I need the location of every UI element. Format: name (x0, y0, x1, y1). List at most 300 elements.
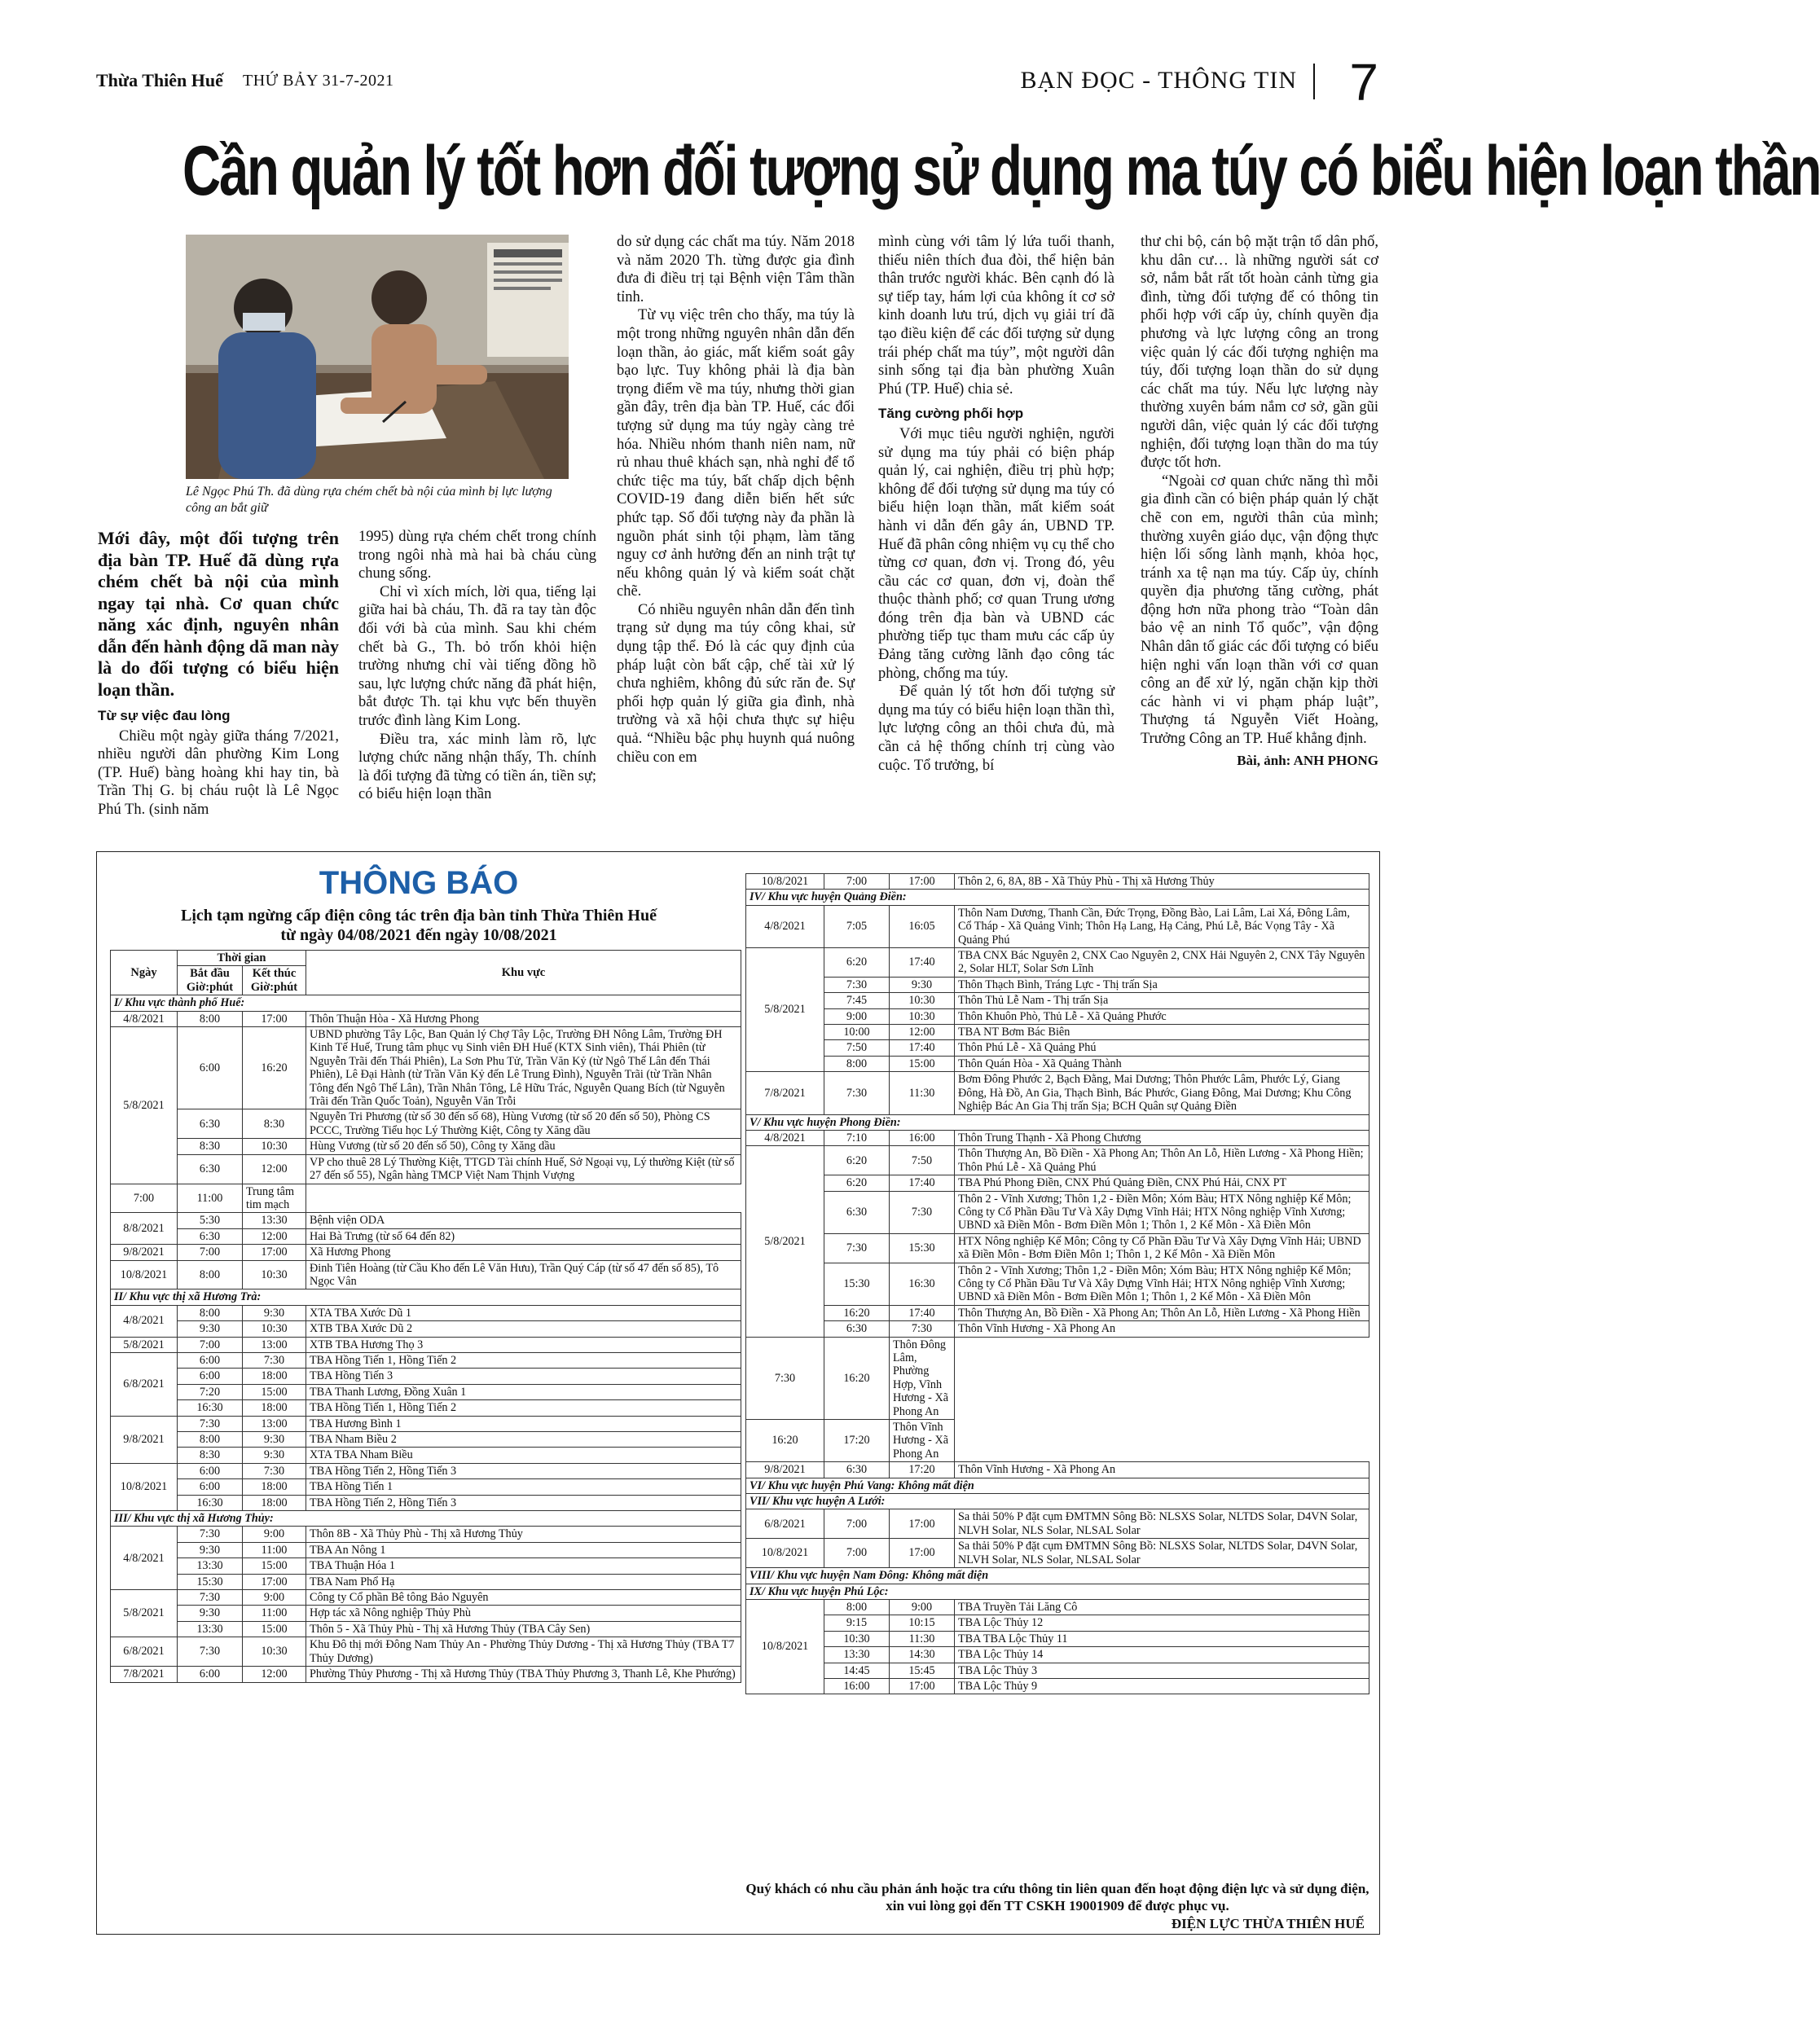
article-paragraph: thư chi bộ, cán bộ mặt trận tổ dân phố, khu dân cư… là những người sát cơ sở, nắm bắt rất tốt hoàn cảnh từng gia đình, từng đối tượng để có thông tin phối hợp với cấp ủy, chính quyền địa phương và lực lượng công an trong việc quản lý các đối tượng nghiện ma túy, đối tượng loạn thần do sử dụng các chất ma túy. Nếu lực lượng này thường xuyên bám nắm cơ sở, gần gũi người dân, việc quản lý các đối tượng nghiện, đối tượng loạn thần do ma túy được tốt hơn. (1141, 234, 1378, 472)
cell-area: Thôn 5 - Xã Thủy Phù - Thị xã Hương Thủy (TBA Cây Sen) (306, 1621, 741, 1637)
table-row (111, 1637, 741, 1667)
cell-start-time: 7:00 (824, 1539, 890, 1568)
cell-area: Thôn 2 - Vĩnh Xương; Thôn 1,2 - Điền Môn; Xóm Bàu; HTX Nông nghiệp Kế Môn; Công ty Cổ Phần Đầu Tư Và Xây Dựng Vĩnh Hải; HTX Nông nghiệp Vĩnh Xương; UBND xã Điền Môn - Bơm Điền Môn 1; Thôn 1, 2 Kế Môn - Xã Điền Môn (955, 1191, 1369, 1233)
header-start: Bắt đầu Giờ:phút (178, 966, 243, 995)
cell-end-time: 17:40 (890, 1040, 955, 1056)
cell-end-time: 11:00 (243, 1606, 306, 1621)
cell-start-time: 8:00 (178, 1305, 243, 1320)
cell-area: Trung tâm tim mạch (243, 1184, 306, 1213)
cell-date: 4/8/2021 (111, 1305, 178, 1337)
cell-area: Sa thải 50% P đặt cụm ĐMTMN Sông Bồ: NLSXS Solar, NLTDS Solar, D4VN Solar, NLVH Solar, NLS Solar, NLSAL Solar (955, 1539, 1369, 1568)
cell-end-time: 18:00 (243, 1369, 306, 1384)
table-row (111, 1400, 741, 1416)
cell-area: Xã Hương Phong (306, 1245, 741, 1260)
cell-start-time: 6:00 (178, 1479, 243, 1495)
cell-area: Thôn 2, 6, 8A, 8B - Xã Thủy Phù - Thị xã Hương Thủy (955, 874, 1369, 890)
cell-area: XTA TBA Xước Dũ 1 (306, 1305, 741, 1320)
cell-date: 5/8/2021 (746, 948, 824, 1072)
table-row (111, 1463, 741, 1478)
cell-start-time: 13:30 (178, 1621, 243, 1637)
cell-end-time: 17:00 (890, 874, 955, 890)
table-row (111, 1495, 741, 1510)
table-row (111, 1260, 741, 1289)
table-row (746, 1631, 1369, 1646)
cell-end-time: 9:30 (890, 977, 955, 992)
table-row (111, 1321, 741, 1337)
cell-end-time: 10:30 (890, 993, 955, 1008)
region-name: V/ Khu vực huyện Phong Điền: (746, 1114, 1369, 1130)
cell-end-time: 17:20 (824, 1420, 890, 1462)
article-byline: Bài, ảnh: ANH PHONG (1237, 752, 1378, 768)
cell-end-time: 10:30 (890, 1008, 955, 1024)
cell-end-time: 17:00 (890, 1509, 955, 1539)
table-row (111, 1109, 741, 1139)
table-row (746, 905, 1369, 947)
table-row (111, 1305, 741, 1320)
cell-area: TBA Hồng Tiến 3 (306, 1369, 741, 1384)
cell-end-time: 9:00 (243, 1527, 306, 1542)
table-row (746, 1615, 1369, 1631)
cell-start-time: 16:00 (824, 1678, 890, 1694)
cell-area: UBND phường Tây Lộc, Ban Quản lý Chợ Tây Lộc, Trường ĐH Nông Lâm, Trường ĐH Kinh Tế Huế, Trung tâm phục vụ Sinh viên ĐH Huế (KTX Sinh viên), Thái Phiên (từ Nguyễn Trãi đến Thái Phiên), La Sơn Phu Tử, Trần Văn Kỷ (từ Ngô Thế Lân đến Thái Phiên), Lê Đại Hành (từ Trần Văn Kỷ đến Lê Trung Đình), Nguyễn Trãi (từ Trần Nhân Tông đến Ngô Thế Lân), Trần Nhân Tông, Lê Hữu Trác, Nguyễn Quang Bích (từ Nguyễn Trãi đến Trần Quốc Toản), Nguyễn Văn Trỗi (306, 1027, 741, 1109)
cell-area: TBA Lộc Thủy 3 (955, 1663, 1369, 1678)
article-photo (186, 235, 569, 479)
cell-start-time: 6:30 (824, 1321, 890, 1337)
cell-end-time: 9:00 (890, 1599, 955, 1615)
table-row (111, 1432, 741, 1448)
cell-start-time: 8:00 (178, 1260, 243, 1289)
notice-subtitle-line-1: Lịch tạm ngừng cấp điện công tác trên địa bàn tỉnh Thừa Thiên Huế (181, 907, 657, 925)
region-name: VI/ Khu vực huyện Phú Vang: Không mất điện (746, 1478, 1369, 1493)
table-row (111, 1352, 741, 1368)
cell-date: 10/8/2021 (111, 1260, 178, 1289)
article-column-4 (878, 233, 1114, 775)
schedule-rows-right (746, 874, 1369, 1694)
section-title: BẠN ĐỌC - THÔNG TIN (1020, 67, 1297, 94)
cell-area: Thôn Khuôn Phò, Thủ Lễ - Xã Quảng Phước (955, 1008, 1369, 1024)
cell-area: TBA Hồng Tiến 1 (306, 1479, 741, 1495)
article-paragraph: mình cùng với tâm lý lứa tuổi thanh, thiếu niên thích đua đòi, thể hiện bản thân trước người khác. Bên cạnh đó là sự tiếp tay, hám lợi của không ít cơ sở kinh doanh lưu trú, dịch vụ giải trí đã tạo điều kiện để các đối tượng sử dụng trái phép chất ma túy”, một người dân sinh sống tại địa bàn phường Xuân Phú (TP. Huế) chia sẻ. (878, 234, 1114, 398)
cell-start-time: 6:30 (178, 1228, 243, 1244)
cell-date: 4/8/2021 (111, 1527, 178, 1590)
cell-start-time: 7:30 (178, 1527, 243, 1542)
cell-area: Thôn Vĩnh Hương - Xã Phong An (955, 1321, 1369, 1337)
article-paragraph: Với mục tiêu người nghiện, người sử dụng ma túy phải có biện pháp quản lý, cai nghiện, điều trị phù hợp; không để đối tượng sử dụng ma túy có biểu hiện loạn thần, mất kiểm soát hành vi dẫn đến gây án, UBND TP. Huế đã phân công nhiệm vụ cụ thể cho từng cơ quan, đơn vị. Trong đó, yêu cầu các cơ quan, đơn vị, đoàn thể thuộc thành phố; cơ quan Trung ương đóng trên địa bàn và UBND các phường tiếp tục tham mưu các cấp ủy Đảng tăng cường lãnh đạo công tác phòng, chống ma túy. (878, 425, 1114, 682)
cell-end-time: 11:30 (890, 1072, 955, 1114)
cell-end-time: 15:00 (243, 1384, 306, 1399)
cell-end-time: 18:00 (243, 1400, 306, 1416)
cell-date: 5/8/2021 (746, 1146, 824, 1337)
cell-area: TBA Thanh Lương, Đồng Xuân 1 (306, 1384, 741, 1399)
cell-start-time: 8:00 (178, 1011, 243, 1026)
table-row (746, 1599, 1369, 1615)
cell-area: TBA Lộc Thủy 9 (955, 1678, 1369, 1694)
cell-end-time: 7:30 (243, 1352, 306, 1368)
cell-date: 4/8/2021 (746, 1130, 824, 1145)
cell-date: 5/8/2021 (111, 1590, 178, 1637)
cell-area: Thôn Thượng An, Bồ Điền - Xã Phong An; Thôn An Lỗ, Hiền Lương - Xã Phong Hiền; Thôn Phú Lễ - Xã Quảng Phú (955, 1146, 1369, 1175)
cell-start-time: 16:20 (824, 1305, 890, 1320)
cell-area: Thôn 2 - Vĩnh Xương; Thôn 1,2 - Điền Môn; Xóm Bàu; HTX Nông nghiệp Kế Môn; Công ty Cổ Phần Đầu Tư Và Xây Dựng Vĩnh Hải; HTX Nông nghiệp Vĩnh Xương; UBND xã Điền Môn - Bơm Điền Môn 1; Thôn 1, 2 Kế Môn - Xã Điền Môn (955, 1263, 1369, 1305)
cell-end-time: 17:00 (243, 1245, 306, 1260)
table-row (111, 1139, 741, 1154)
cell-start-time: 6:00 (178, 1352, 243, 1368)
cell-start-time: 15:30 (178, 1574, 243, 1589)
cell-date: 7/8/2021 (746, 1072, 824, 1114)
cell-date: 4/8/2021 (746, 905, 824, 947)
cell-area: TBA Hồng Tiến 1, Hồng Tiến 2 (306, 1400, 741, 1416)
cell-end-time: 18:00 (243, 1495, 306, 1510)
notice-signature: ĐIỆN LỰC THỪA THIÊN HUẾ (1171, 1916, 1365, 1931)
cell-area: TBA Hồng Tiến 1, Hồng Tiến 2 (306, 1352, 741, 1368)
cell-start-time: 7:00 (824, 1509, 890, 1539)
table-row (111, 1448, 741, 1463)
article-paragraph: do sử dụng các chất ma túy. Năm 2018 và năm 2020 Th. từng được gia đình đưa đi điều trị tại Bệnh viện Tâm thần tỉnh. (617, 234, 855, 305)
cell-area: Thôn Thủ Lễ Nam - Thị trấn Sịa (955, 993, 1369, 1008)
notice-title: THÔNG BÁO (319, 865, 519, 901)
cell-end-time: 10:15 (890, 1615, 955, 1631)
cell-end-time: 10:30 (243, 1637, 306, 1667)
header-end: Kết thúc Giờ:phút (243, 966, 306, 995)
cell-start-time: 9:15 (824, 1615, 890, 1631)
region-name: II/ Khu vực thị xã Hương Trà: (111, 1289, 741, 1305)
article-column-3 (617, 233, 855, 767)
cell-start-time: 7:30 (178, 1416, 243, 1431)
cell-end-time: 11:30 (890, 1631, 955, 1646)
cell-area: Sa thải 50% P đặt cụm ĐMTMN Sông Bồ: NLSXS Solar, NLTDS Solar, D4VN Solar, NLVH Solar, NLS Solar, NLSAL Solar (955, 1509, 1369, 1539)
notice-footer: Quý khách có nhu cầu phản ánh hoặc tra cứu thông tin liên quan đến hoạt động điện lực và sử dụng điện, xin vui lòng gọi đến TT CSKH 19001909 để được phục vụ. (745, 1881, 1369, 1913)
cell-end-time: 17:40 (890, 1175, 955, 1191)
article-paragraph: Có nhiều nguyên nhân dẫn đến tình trạng sử dụng ma túy công khai, sử dụng tập thể. Đó là các quy định của pháp luật còn bất cập, chế tài xử lý chưa nghiêm, không đủ sức răn đe. Sự phối hợp quản lý giữa gia đình, nhà trường và xã hội chưa thực sự hiệu quả. “Nhiều bậc phụ huynh quá nuông chiều con em (617, 601, 855, 766)
cell-area: Thôn Nam Dương, Thanh Cần, Đức Trọng, Đồng Bào, Lai Lâm, Lai Xá, Đông Lâm, Cổ Tháp - Xã Quảng Vinh; Thôn Hạ Lang, Hạ Cảng, Phú Lễ, Bác Vọng Tây - Xã Quảng Phú (955, 905, 1369, 947)
cell-area: HTX Nông nghiệp Kế Môn; Công ty Cổ Phần Đầu Tư Và Xây Dựng Vĩnh Hải; UBND xã Điền Môn - Bơm Điền Môn 1; Thôn 1, 2 Kế Môn - Xã Điền Môn (955, 1233, 1369, 1263)
notice-subtitle-line-2: từ ngày 04/08/2021 đến ngày 10/08/2021 (280, 926, 557, 944)
table-row (746, 1146, 1369, 1175)
cell-start-time: 7:30 (746, 1337, 824, 1419)
cell-start-time: 7:00 (178, 1337, 243, 1352)
article-column-2 (358, 528, 596, 804)
cell-start-time: 6:00 (178, 1463, 243, 1478)
cell-area: TBA Lộc Thủy 12 (955, 1615, 1369, 1631)
cell-start-time: 9:00 (824, 1008, 890, 1024)
cell-area: VP cho thuê 28 Lý Thường Kiệt, TTGD Tài chính Huế, Sở Ngoại vụ, Lý thường Kiệt (từ số 27 đến số 55), Ngân hàng TMCP Việt Nam Thịnh Vượng (306, 1154, 741, 1184)
cell-start-time: 16:30 (178, 1400, 243, 1416)
header-day: Ngày (111, 951, 178, 995)
table-row (746, 1509, 1369, 1539)
table-row (111, 1213, 741, 1228)
cell-start-time: 7:30 (824, 977, 890, 992)
subheading-2: Tăng cường phối hợp (878, 406, 1024, 422)
table-row (111, 1606, 741, 1621)
cell-date: 6/8/2021 (746, 1509, 824, 1539)
cell-area: Nguyễn Tri Phương (từ số 30 đến số 68), Hùng Vương (từ số 20 đến số 50), Phòng CS PCCC, Trường Tiểu học Lý Thường Kiệt, Công ty Xăng dầu (306, 1109, 741, 1139)
cell-end-time: 14:30 (890, 1647, 955, 1663)
cell-area: Phường Thủy Phương - Thị xã Hương Thủy (TBA Thủy Phương 3, Thanh Lê, Khe Phướng) (306, 1667, 741, 1682)
cell-start-time: 9:30 (178, 1321, 243, 1337)
cell-area: Bơm Đông Phước 2, Bạch Đằng, Mai Dương; Thôn Phước Lâm, Phước Lý, Giang Đông, Hà Đồ, An Gia, Thạch Bình, Bác Phước, Giang Đông, Mai Dương; Khu Công Nghiệp Bác An Gia Thị trấn Sịa; BCH Quân sự Quảng Điền (955, 1072, 1369, 1114)
table-row (746, 1647, 1369, 1663)
cell-area: Thôn Đông Lâm, Phường Hợp, Vĩnh Hương - Xã Phong An (890, 1337, 955, 1419)
cell-end-time: 10:30 (243, 1139, 306, 1154)
cell-area: TBA Nham Biều 2 (306, 1432, 741, 1448)
region-header-row (111, 1289, 741, 1305)
cell-end-time: 12:00 (243, 1667, 306, 1682)
table-row (746, 1040, 1369, 1056)
article-paragraph: Từ vụ việc trên cho thấy, ma túy là một trong những nguyên nhân dẫn đến loạn thần, ảo giác, mất kiểm soát gây bạo lực. Tuy không phải là địa bàn trọng điểm về ma túy, nhưng thời gian gần đây, trên địa bàn TP. Huế, các đối tượng sử dụng ma túy ngày càng trẻ hóa. Nhiều nhóm thanh niên nam, nữ rủ nhau thuê khách sạn, nhà nghỉ để tổ chức tiệc ma túy, bất chấp dịch bệnh COVID-19 đang diễn biến hết sức phức tạp. Số đối tượng này đa phần là nguồn phát sinh tội phạm, làm tăng nguy cơ ảnh hưởng đến an ninh trật tự nếu không quản lý và kiểm soát chặt chẽ. (617, 307, 855, 600)
table-row (746, 993, 1369, 1008)
cell-end-time: 17:40 (890, 948, 955, 978)
cell-start-time: 8:00 (824, 1056, 890, 1071)
table-row (746, 1191, 1369, 1233)
cell-date: 4/8/2021 (111, 1011, 178, 1026)
masthead-divider (1313, 64, 1315, 99)
cell-area: TBA NT Bơm Bác Biên (955, 1025, 1369, 1040)
article-paragraph: Điều tra, xác minh làm rõ, lực lượng chức năng nhận thấy, Th. chính là đối tượng đã từng có tiền án, tiền sự; có biểu hiện loạn thần (358, 731, 596, 803)
table-row (746, 1008, 1369, 1024)
subheading-1: Từ sự việc đau lòng (98, 708, 231, 723)
cell-start-time: 7:45 (824, 993, 890, 1008)
cell-end-time: 15:00 (243, 1621, 306, 1637)
cell-area: TBA Hương Bình 1 (306, 1416, 741, 1431)
schedule-rows-left (111, 995, 741, 1682)
cell-start-time: 9:30 (178, 1606, 243, 1621)
table-row (111, 1027, 741, 1109)
region-header-row (746, 1568, 1369, 1584)
cell-end-time: 12:00 (243, 1228, 306, 1244)
cell-area: XTB TBA Xước Dũ 2 (306, 1321, 741, 1337)
cell-end-time: 7:30 (890, 1191, 955, 1233)
cell-start-time: 10:00 (824, 1025, 890, 1040)
cell-area: Thôn Thạch Bình, Tráng Lực - Thị trấn Sịa (955, 977, 1369, 992)
police-arrest-photo (186, 235, 569, 479)
article-column-5 (1141, 233, 1378, 770)
table-row (746, 1678, 1369, 1694)
cell-end-time: 10:30 (243, 1321, 306, 1337)
region-name: IX/ Khu vực huyện Phú Lộc: (746, 1584, 1369, 1599)
table-row (746, 1175, 1369, 1191)
region-header-row (111, 995, 741, 1011)
cell-date: 10/8/2021 (746, 874, 824, 890)
cell-date: 8/8/2021 (111, 1213, 178, 1245)
cell-end-time: 17:00 (890, 1539, 955, 1568)
cell-area: Thôn Vĩnh Hương - Xã Phong An (890, 1420, 955, 1462)
cell-area: TBA TBA Lộc Thủy 11 (955, 1631, 1369, 1646)
cell-start-time: 6:00 (178, 1027, 243, 1109)
cell-area: XTA TBA Nham Biều (306, 1448, 741, 1463)
cell-area: Thôn 8B - Xã Thủy Phù - Thị xã Hương Thủy (306, 1527, 741, 1542)
table-row (746, 1321, 1369, 1337)
cell-end-time: 17:00 (243, 1011, 306, 1026)
cell-end-time: 16:20 (243, 1027, 306, 1109)
cell-start-time: 16:20 (746, 1420, 824, 1462)
cell-start-time: 7:30 (824, 1072, 890, 1114)
cell-area: TBA An Nông 1 (306, 1542, 741, 1557)
cell-area: Công ty Cổ phần Bê tông Bảo Nguyên (306, 1590, 741, 1606)
cell-date: 6/8/2021 (111, 1352, 178, 1416)
cell-date: 10/8/2021 (111, 1463, 178, 1510)
cell-date: 9/8/2021 (746, 1462, 824, 1478)
cell-end-time: 12:00 (243, 1154, 306, 1184)
cell-start-time: 10:30 (824, 1631, 890, 1646)
cell-start-time: 8:00 (178, 1432, 243, 1448)
region-header-row (746, 1114, 1369, 1130)
cell-date: 10/8/2021 (746, 1599, 824, 1694)
table-row (111, 1590, 741, 1606)
cell-start-time: 6:30 (824, 1191, 890, 1233)
cell-area: Thôn Thuận Hòa - Xã Hương Phong (306, 1011, 741, 1026)
article-lead: Mới đây, một đối tượng trên địa bàn TP. Huế đã dùng rựa chém chết bà nội của mình ngay tại nhà. Cơ quan chức năng xác định, nguyên nhân dẫn đến hành động dã man này là do đối tượng có biểu hiện loạn thần. (98, 528, 339, 700)
table-row (746, 1305, 1369, 1320)
cell-start-time: 7:30 (178, 1590, 243, 1606)
cell-area: Thôn Phú Lễ - Xã Quảng Phú (955, 1040, 1369, 1056)
cell-area: TBA Lộc Thủy 14 (955, 1647, 1369, 1663)
cell-start-time: 6:30 (824, 1462, 890, 1478)
table-row (111, 1542, 741, 1557)
table-row (111, 1011, 741, 1026)
cell-date: 10/8/2021 (746, 1539, 824, 1568)
table-row (746, 1337, 1369, 1419)
cell-date: 7/8/2021 (111, 1667, 178, 1682)
header-area: Khu vực (306, 951, 741, 995)
cell-area: Bệnh viện ODA (306, 1213, 741, 1228)
region-header-row (746, 890, 1369, 905)
cell-start-time: 14:45 (824, 1663, 890, 1678)
cell-start-time: 7:30 (824, 1233, 890, 1263)
table-row (746, 977, 1369, 992)
cell-start-time: 6:30 (178, 1154, 243, 1184)
cell-end-time: 17:20 (890, 1462, 955, 1478)
cell-end-time: 16:05 (890, 905, 955, 947)
power-outage-notice (96, 851, 1380, 1935)
cell-end-time: 15:00 (890, 1056, 955, 1071)
cell-start-time: 8:30 (178, 1448, 243, 1463)
cell-date: 5/8/2021 (111, 1337, 178, 1352)
article-paragraph: Chiều một ngày giữa tháng 7/2021, nhiều người dân phường Kim Long (TP. Huế) bàng hoàng khi hay tin, bà Trần Thị G. bị cháu ruột là Lê Ngọc Phú Th. (sinh năm (98, 727, 339, 818)
cell-area: TBA Nam Phổ Hạ (306, 1574, 741, 1589)
table-row (746, 1539, 1369, 1568)
cell-start-time: 13:30 (178, 1558, 243, 1574)
notice-subtitle (97, 906, 741, 945)
cell-start-time: 7:30 (178, 1637, 243, 1667)
table-row (746, 948, 1369, 978)
cell-end-time: 17:00 (890, 1678, 955, 1694)
cell-start-time: 8:00 (824, 1599, 890, 1615)
table-row (746, 1663, 1369, 1678)
table-row (746, 1130, 1369, 1145)
cell-start-time: 5:30 (178, 1213, 243, 1228)
cell-end-time: 16:00 (890, 1130, 955, 1145)
cell-start-time: 15:30 (824, 1263, 890, 1305)
cell-start-time: 6:20 (824, 948, 890, 978)
table-row (111, 1154, 741, 1184)
cell-area: Thôn Vĩnh Hương - Xã Phong An (955, 1462, 1369, 1478)
cell-area: TBA Truyền Tải Lăng Cô (955, 1599, 1369, 1615)
cell-end-time: 8:30 (243, 1109, 306, 1139)
cell-end-time: 11:00 (243, 1542, 306, 1557)
table-row (746, 1420, 1369, 1462)
table-row (746, 1263, 1369, 1305)
schedule-table-right (745, 873, 1369, 1694)
table-row (746, 1025, 1369, 1040)
region-name: IV/ Khu vực huyện Quảng Điền: (746, 890, 1369, 905)
region-header-row (111, 1511, 741, 1527)
cell-end-time: 15:30 (890, 1233, 955, 1263)
table-row (111, 1337, 741, 1352)
table-row (746, 874, 1369, 890)
cell-area: TBA Hồng Tiến 2, Hồng Tiến 3 (306, 1495, 741, 1510)
cell-start-time: 8:30 (178, 1139, 243, 1154)
cell-start-time: 6:30 (178, 1109, 243, 1139)
page-number: 7 (1349, 53, 1378, 112)
cell-end-time: 13:00 (243, 1337, 306, 1352)
cell-start-time: 9:30 (178, 1542, 243, 1557)
cell-end-time: 15:45 (890, 1663, 955, 1678)
region-header-row (746, 1584, 1369, 1599)
cell-start-time: 6:20 (824, 1146, 890, 1175)
cell-date: 9/8/2021 (111, 1245, 178, 1260)
table-row (746, 1233, 1369, 1263)
paper-name: Thừa Thiên Huế (96, 70, 223, 90)
issue-date: THỨ BẢY 31-7-2021 (243, 72, 394, 90)
region-header-row (746, 1494, 1369, 1509)
article-paragraph: “Ngoài cơ quan chức năng thì mỗi gia đình cần có biện pháp quản lý chặt chẽ con em, người thân của mình; thường xuyên giáo dục, vận động thực hiện lối sống lành mạnh, khỏa học, tránh xa tệ nạn ma túy. Cấp ủy, chính quyền địa phương tăng cường, phát động hơn nữa phong trào “Toàn dân bảo vệ an ninh Tổ quốc”, vận động Nhân dân tố giác các đối tượng có biểu hiện nghi vấn loạn thần với cơ quan công an để xử lý, ngăn chặn kịp thời các hành vi vi phạm pháp luật”, Thượng tá Nguyễn Viết Hoàng, Trưởng Công an TP. Huế khẳng định. (1141, 472, 1378, 748)
cell-start-time: 6:20 (824, 1175, 890, 1191)
cell-area: Thôn Quán Hòa - Xã Quảng Thành (955, 1056, 1369, 1071)
cell-end-time: 12:00 (890, 1025, 955, 1040)
cell-end-time: 17:00 (243, 1574, 306, 1589)
table-row (111, 1184, 741, 1213)
cell-start-time: 13:30 (824, 1647, 890, 1663)
cell-end-time: 16:30 (890, 1263, 955, 1305)
region-name: VIII/ Khu vực huyện Nam Đông: Không mất điện (746, 1568, 1369, 1584)
cell-area: Thôn Thượng An, Bồ Điền - Xã Phong An; Thôn An Lỗ, Hiền Lương - Xã Phong Hiền (955, 1305, 1369, 1320)
cell-area: Thôn Trung Thạnh - Xã Phong Chương (955, 1130, 1369, 1145)
cell-end-time: 11:00 (178, 1184, 243, 1213)
cell-start-time: 7:50 (824, 1040, 890, 1056)
table-row (111, 1479, 741, 1495)
region-name: VII/ Khu vực huyện A Lưới: (746, 1494, 1369, 1509)
table-row (111, 1228, 741, 1244)
cell-area: Đinh Tiên Hoàng (từ Cầu Kho đến Lê Văn Hưu), Trần Quý Cáp (từ số 47 đến số 85), Tô Ngọc Vân (306, 1260, 741, 1289)
cell-area: Hợp tác xã Nông nghiệp Thủy Phù (306, 1606, 741, 1621)
cell-end-time: 18:00 (243, 1479, 306, 1495)
table-row (746, 1462, 1369, 1478)
cell-area: XTB TBA Hương Thọ 3 (306, 1337, 741, 1352)
cell-start-time: 6:00 (178, 1369, 243, 1384)
cell-start-time: 7:00 (824, 874, 890, 890)
cell-end-time: 7:30 (243, 1463, 306, 1478)
cell-start-time: 6:00 (178, 1667, 243, 1682)
cell-end-time: 9:00 (243, 1590, 306, 1606)
table-row (111, 1574, 741, 1589)
table-row (111, 1384, 741, 1399)
region-name: I/ Khu vực thành phố Huế: (111, 995, 741, 1011)
cell-end-time: 7:50 (890, 1146, 955, 1175)
cell-area: TBA Phú Phong Điền, CNX Phú Quảng Điền, CNX Phú Hải, CNX PT (955, 1175, 1369, 1191)
cell-start-time: 7:05 (824, 905, 890, 947)
cell-area: Khu Đô thị mới Đông Nam Thủy An - Phường Thủy Dương - Thị xã Hương Thủy (TBA T7 Thủy Dương) (306, 1637, 741, 1667)
cell-end-time: 9:30 (243, 1305, 306, 1320)
cell-end-time: 7:30 (890, 1321, 955, 1337)
article-headline: Cần quản lý tốt hơn đối tượng sử dụng ma túy có biểu hiện loạn thần (182, 132, 1820, 210)
schedule-table-left (110, 950, 741, 1683)
cell-end-time: 9:30 (243, 1432, 306, 1448)
cell-start-time: 7:20 (178, 1384, 243, 1399)
header-time: Thời gian (178, 951, 306, 966)
table-row (746, 1072, 1369, 1114)
cell-end-time: 13:30 (243, 1213, 306, 1228)
cell-end-time: 10:30 (243, 1260, 306, 1289)
